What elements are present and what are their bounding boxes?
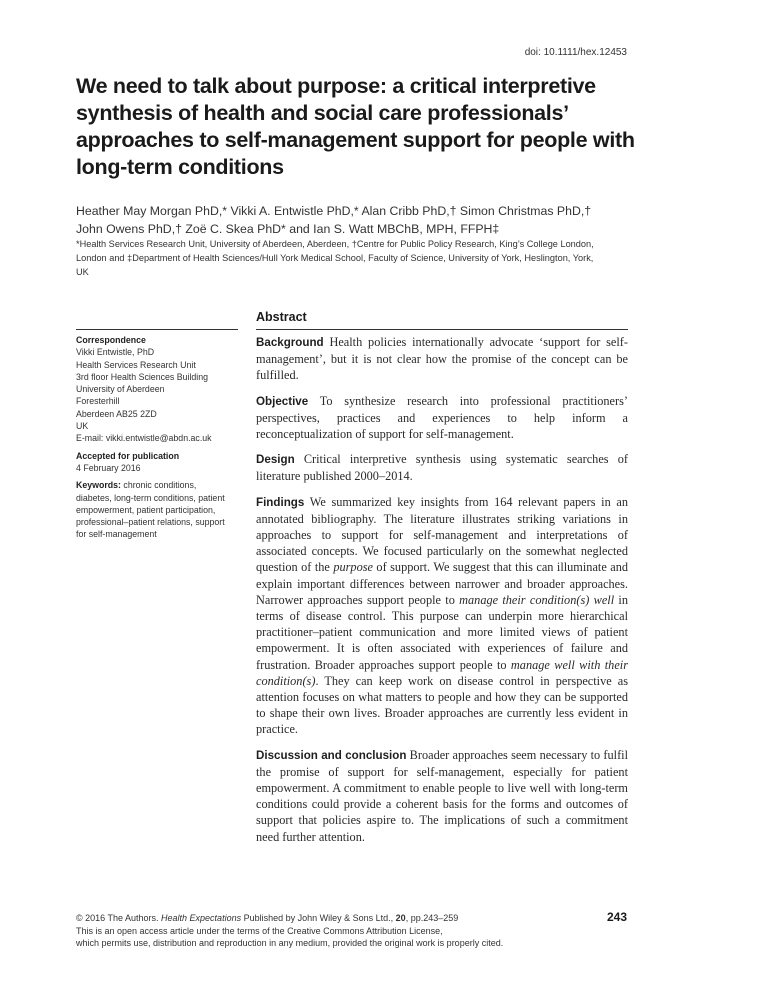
findings-text: We summarized key insights from 164 relevant papers in an annotated bibliography. The literature illustrates striking variations in approaches to support for self-management and interpretations of associated concepts. We focused particularly on the somewhat neglected question of the	[256, 494, 628, 575]
author-list	[76, 202, 636, 238]
design-text: Critical interpretive synthesis using systematic searches of literature published 2000–2014.	[256, 452, 628, 484]
correspondence-block	[76, 334, 246, 445]
page-number: 243	[606, 910, 627, 924]
license-line: which permits use, distribution and reproduction in any medium, provided the original work is properly cited.	[76, 938, 504, 948]
findings-text: of support. We suggest that this can illuminate and explain important differences between narrower and broader approaches. Narrower approaches support people to	[256, 560, 628, 607]
correspondence-heading: Correspondence	[76, 335, 146, 345]
affiliation-line: London and ‡Department of Health Sciences/Hull York Medical School, Faculty of Science, University of York, Heslington, York,	[76, 253, 594, 263]
affiliation-line: UK	[76, 267, 89, 277]
abstract-discussion	[256, 747, 628, 845]
correspondence-line: Foresterhill	[76, 396, 120, 407]
correspondence-line: University of Aberdeen	[76, 384, 165, 395]
correspondence-line: Vikki Entwistle, PhD	[76, 347, 155, 358]
copyright: © 2016 The Authors.	[76, 913, 162, 923]
background-label: Background	[256, 336, 324, 349]
sidebar-divider	[76, 329, 238, 330]
abstract-heading: Abstract	[256, 310, 307, 324]
abstract-findings	[256, 494, 628, 738]
keywords-label: Keywords:	[76, 480, 121, 491]
findings-text: . They can keep work on disease control in perspective as attention focuses on what matters to people and how they can be supported to shape their own lives. Broader approaches are currently less evident in practice.	[256, 673, 628, 737]
findings-emphasis: manage their condition(s) well	[459, 592, 615, 607]
article-sidebar	[76, 334, 246, 546]
correspondence-line: Health Services Research Unit	[76, 359, 196, 370]
article-title: We need to talk about purpose: a critical interpretive synthesis of health and social care professionals’ approaches to self-management support for people with long-term conditions	[76, 74, 635, 179]
findings-emphasis: manage well with their condition(s)	[256, 657, 628, 688]
correspondence-email[interactable]: E-mail: vikki.entwistle@abdn.ac.uk	[76, 433, 212, 444]
abstract-objective	[256, 393, 628, 443]
abstract-design	[256, 451, 628, 484]
affiliation-line: *Health Services Research Unit, University of Aberdeen, Aberdeen, †Centre for Public Policy Research, King’s College London,	[76, 239, 594, 249]
affiliations	[76, 237, 631, 279]
background-text: Health policies internationally advocate ‘support for self-management’, but it is not clear how the promise of the concept can be fulfilled.	[256, 335, 628, 383]
findings-emphasis: purpose	[333, 560, 373, 575]
abstract-background	[256, 334, 628, 384]
design-label: Design	[256, 453, 295, 467]
keywords-line: empowerment, patient participation,	[76, 504, 216, 515]
keywords-line: for self-management	[76, 529, 157, 540]
abstract-divider	[256, 329, 628, 330]
objective-label: Objective	[256, 394, 309, 408]
keywords-block	[76, 479, 246, 540]
objective-text: To synthesize research into professional practitioners’ perspectives, practices and experiences to help inform a reconceptualization of support for self-management.	[256, 393, 628, 442]
accepted-date: 4 February 2016	[76, 462, 141, 473]
correspondence-line: Aberdeen AB25 2ZD	[76, 408, 157, 419]
findings-text: in terms of disease control. This purpose can underpin more hierarchical practitioner–patient communication and more limited views of patient empowerment. It is often associated with experiences of failure and frustration. Broader approaches support people to	[256, 592, 628, 672]
accepted-heading: Accepted for publication	[76, 450, 180, 461]
keywords-line: professional–patient relations, support	[76, 517, 225, 528]
journal-name: Health Expectations	[161, 913, 242, 923]
abstract-body	[256, 334, 628, 854]
author-line: John Owens PhD,† Zoë C. Skea PhD* and Ian S. Watt MBChB, MPH, FFPH‡	[76, 222, 500, 236]
discussion-text: Broader approaches seem necessary to fulfil the promise of support for self-management, especially for patient empowerment. A commitment to enable people to live well with long-term conditions could provide a coherent basis for the forms and outcomes of support that policies aspire to. The implications of such a commitment need further attention.	[256, 747, 628, 844]
keywords-line: diabetes, long-term conditions, patient	[76, 492, 225, 503]
doi: doi: 10.1111/hex.12453	[524, 47, 627, 58]
publisher: Published by John Wiley & Sons Ltd.,	[241, 913, 396, 923]
keywords-line: chronic conditions,	[120, 480, 197, 491]
correspondence-line: UK	[76, 421, 89, 432]
citation-line	[76, 912, 631, 925]
author-line: Heather May Morgan PhD,* Vikki A. Entwistle PhD,* Alan Cribb PhD,† Simon Christmas PhD,†	[76, 204, 592, 218]
correspondence-line: 3rd floor Health Sciences Building	[76, 371, 209, 382]
accepted-block	[76, 450, 246, 475]
license-line: This is an open access article under the terms of the Creative Commons Attribution License,	[76, 925, 443, 936]
page-footer	[76, 912, 631, 950]
volume: 20	[395, 913, 406, 923]
discussion-label: Discussion and conclusion	[256, 748, 407, 762]
findings-label: Findings	[256, 495, 305, 509]
pages: , pp.243–259	[405, 913, 459, 923]
